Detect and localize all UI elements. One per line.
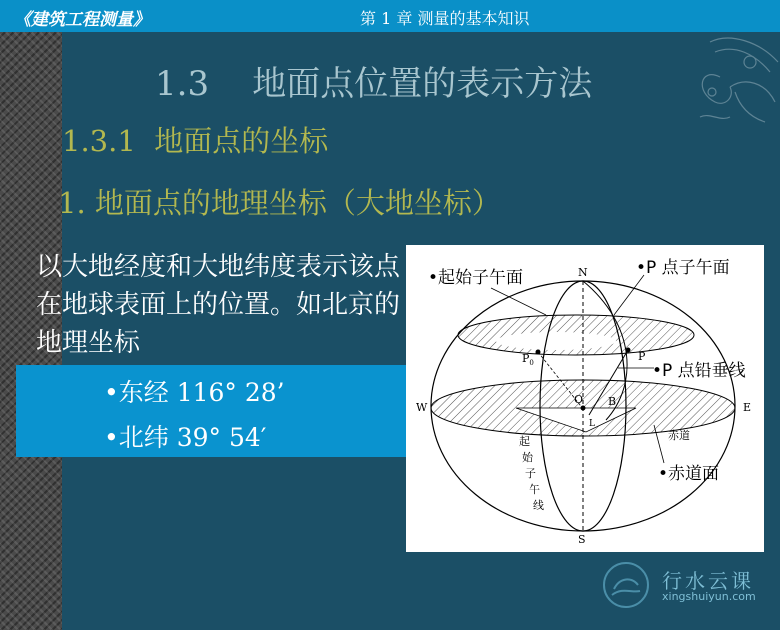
label-south: S (578, 533, 586, 546)
longitude-item: •东经 116° 28’ (104, 378, 285, 407)
label-prime-meridian-vertical-2: 始 (522, 451, 533, 464)
point-p (626, 348, 631, 353)
label-p: P (638, 350, 646, 363)
subsection-title: 1.3.1 地面点的坐标 (62, 124, 329, 158)
label-l: L (589, 419, 595, 429)
callout-p-plumb-line: •P 点铅垂线 (652, 361, 746, 381)
latitude-item: •北纬 39° 54′ (104, 423, 267, 452)
callout-p-meridian-plane: •P 点子午面 (636, 258, 730, 278)
geographic-coordinate-diagram (406, 245, 764, 552)
label-origin: O (574, 393, 584, 406)
book-title: 《建筑工程测量》 (14, 10, 150, 30)
butterfly-ornament-icon (690, 32, 780, 132)
label-equator: 赤道 (668, 429, 690, 442)
watermark-url: xingshuiyun.com (662, 590, 756, 603)
section-title: 1.3 地面点位置的表示方法 (155, 64, 593, 104)
watermark-name: 行水云课 (662, 569, 754, 593)
point-o (581, 406, 586, 411)
subheading: 1. 地面点的地理坐标（大地坐标） (58, 186, 501, 220)
label-west: W (416, 401, 428, 414)
label-prime-meridian-vertical-4: 午 (529, 483, 540, 496)
label-b: B (608, 395, 617, 408)
parallel-plane-inner (496, 332, 616, 350)
description-paragraph: 以大地经度和大地纬度表示该点在地球表面上的位置。如北京的地理坐标 (36, 252, 401, 358)
chapter-title: 第 1 章 测量的基本知识 (360, 9, 530, 28)
earth-diagram-svg (406, 245, 764, 552)
point-p0 (536, 350, 541, 355)
leader-p-meridian-plane (614, 275, 644, 315)
callout-prime-meridian-plane: •起始子午面 (428, 268, 524, 288)
label-prime-meridian-vertical-5: 线 (533, 499, 544, 512)
callout-equator-plane: •赤道面 (658, 464, 720, 484)
label-prime-meridian-vertical-3: 子 (525, 467, 536, 480)
label-east: E (743, 401, 752, 414)
label-north: N (578, 266, 588, 279)
label-p0: $P_0$ (522, 352, 534, 367)
label-prime-meridian-vertical-1: 起 (519, 435, 530, 448)
